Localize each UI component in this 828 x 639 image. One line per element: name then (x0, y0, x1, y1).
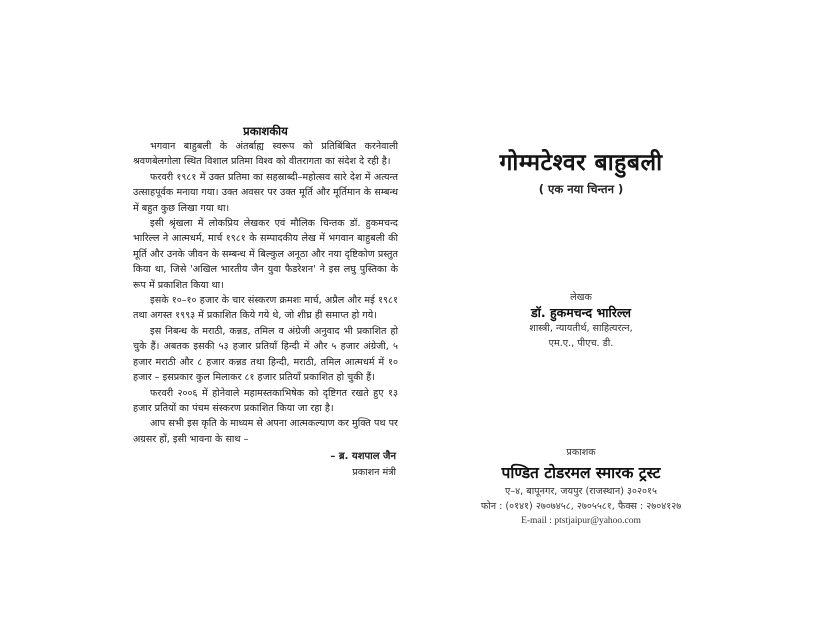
publisher-address: ए–४, बापूनगर, जयपुर (राजस्थान) ३०२०१५ (505, 486, 657, 497)
signature-role: प्रकाशन मंत्री (352, 466, 396, 478)
author-label: लेखक (570, 292, 592, 303)
author-degrees-line-1: शास्त्री, न्यायतीर्थ, साहित्यरत्न, (529, 323, 633, 334)
author-name: डॉ. हुकमचन्द भारिल्ल (530, 305, 631, 320)
signature-name: – ब्र. यशपाल जैन (330, 451, 396, 463)
note-paragraph-2: फरवरी १९८१ में उक्त प्रतिमा का सहस्राब्दी–महोत्सव सारे देश में अत्यन्त उत्साहपूर्वक मनाया गया। उक्त अवसर पर उक्त मूर्ति और मूर्तिमान के सम्बन्ध में बहुत कुछ लिखा गया था। (133, 171, 398, 214)
book-subtitle: ( एक नया चिन्तन ) (538, 182, 624, 196)
author-degrees-line-2: एम.ए., पीएच. डी. (548, 338, 614, 349)
publisher-email: E-mail : ptstjaipur@yahoo.com (521, 516, 641, 526)
note-paragraph-4: इसके १०–१० हजार के चार संस्करण क्रमशः मार्च, अप्रैल और मई १९८१ तथा अगस्त १९९३ में प्रकाशित किये गये थे, जो शीघ्र ही समाप्त हो गये। (133, 295, 398, 322)
author-block (440, 290, 722, 351)
publisher-name: पण्डित टोडरमल स्मारक ट्रस्ट (501, 464, 661, 482)
publisher-phone: फोन : (०१४१) २७०७४५८, २७०५५८१, फैक्स : २७०४१२७ (480, 501, 682, 512)
note-paragraph-5: इस निबन्ध के मराठी, कन्नड, तमिल व अंग्रेजी अनुवाद भी प्रकाशित हो चुके हैं। अबतक इसकी ५३ हजार प्रतियाँ हिन्दी में और ५ हजार अंग्रेजी, ५ हजार मराठी और ८ हजार कन्नड तथा हिन्दी, मराठी, तमिल आत्मधर्म में १० हजार – इसप्रकार कुल मिलाकर ८१ हजार प्रतियाँ प्रकाशित हो चुकी हैं। (133, 325, 398, 384)
note-paragraph-7: आप सभी इस कृति के माध्यम से अपना आत्मकल्याण कर मुक्ति पथ पर अग्रसर हों, इसी भावना के साथ – (133, 418, 398, 445)
note-paragraph-3: इसी श्रृंखला में लोकप्रिय लेखकर एवं मौलिक चिन्तक डॉ. हुकमचन्द भारिल्ल ने आत्मधर्म, मार्च १९८१ के सम्पादकीय लेख में भगवान बाहुबली की मूर्ति और उनके जीवन के सम्बन्ध में बिल्कुल अनूठा और नया दृष्टिकोण प्रस्तुत किया था, जिसे 'अखिल भारतीय जैन युवा फैडरेशन' ने इस लघु पुस्तिका के रूप में प्रकाशित किया था। (133, 218, 398, 291)
title-page (440, 140, 722, 526)
publisher-label: प्रकाशक (566, 447, 596, 458)
note-paragraph-1: भगवान बाहुबली के अंतर्बाह्य स्वरूप को प्रतिबिंबित करनेवाली श्रवणबेलगोला स्थित विशाल प्रतिमा विश्व को वीतरागता का संदेश दे रही है। (133, 141, 398, 168)
note-paragraph-6: फरवरी २००६ में होनेवाले महामस्तकाभिषेक को दृष्टिगत रखते हुए १३ हजार प्रतियों का पंचम संस्करण प्रकाशित किया जा रहा है। (133, 387, 398, 414)
publisher-block (440, 445, 722, 529)
signature-block (133, 449, 398, 480)
book-title: गोम्मटेश्वर बाहुबली (499, 150, 663, 176)
publisher-note-page (133, 124, 398, 480)
publisher-note-heading: प्रकाशकीय (243, 124, 288, 138)
